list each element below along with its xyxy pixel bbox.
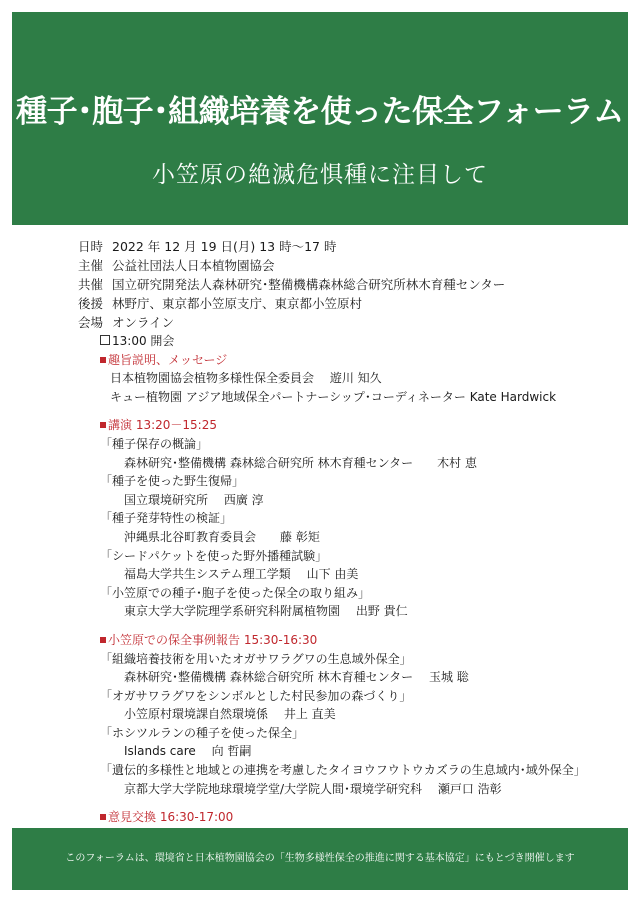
talk-speaker: 京都大学大学院地球環境学堂/大学院人間･環境学研究科 瀬戸口 浩彰 — [124, 781, 502, 796]
section-heading-text: 趣旨説明、メッセージ — [108, 352, 228, 367]
info-value: 林野庁、東京都小笠原支庁、東京都小笠原村 — [112, 296, 363, 311]
info-label: 会場 — [78, 315, 104, 330]
red-square-icon — [100, 422, 106, 428]
talk-title: 「遺伝的多様性と地域との連携を考慮したタイヨウフウトウカズラの生息域内･域外保全」 — [100, 763, 586, 778]
section-heading-text: 意見交換 16:30-17:00 — [108, 810, 234, 825]
speaker-line: キュー植物園 アジア地域保全パートナーシップ･コーディネーター Kate Hardwick — [110, 389, 557, 404]
talk-title: 「種子発芽特性の検証」 — [100, 511, 233, 526]
talk-speaker: 沖縄県北谷町教育委員会 藤 彰矩 — [124, 529, 320, 544]
info-support — [78, 294, 505, 313]
info-label: 日時 — [78, 239, 104, 254]
info-venue — [78, 313, 505, 332]
section-heading — [100, 416, 620, 435]
talk-speaker: 国立環境研究所 西廣 淳 — [124, 492, 264, 507]
talk-title: 「オガサワラグワをシンボルとした村民参加の森づくり」 — [100, 688, 412, 703]
talk-speaker: 福島大学共生システム理工学類 山下 由美 — [124, 567, 359, 582]
info-date — [78, 237, 505, 256]
talk-speaker: 小笠原村環境課自然環境係 井上 直美 — [124, 707, 336, 722]
forum-subtitle: 小笠原の絶滅危惧種に注目して — [152, 162, 488, 188]
info-label: 主催 — [78, 258, 104, 273]
info-value: 2022 年 12 月 19 日(月) 13 時～17 時 — [112, 239, 337, 254]
talk-speaker: 森林研究･整備機構 森林総合研究所 林木育種センター 玉城 聡 — [124, 670, 469, 685]
info-label: 共催 — [78, 277, 104, 292]
info-value: 国立研究開発法人森林研究･整備機構森林総合研究所林木育種センター — [112, 277, 506, 292]
talk-speaker: 東京大学大学院理学系研究科附属植物園 出野 貴仁 — [124, 604, 408, 619]
header-banner — [12, 12, 628, 225]
red-square-icon — [100, 357, 106, 363]
info-value: 公益社団法人日本植物園協会 — [112, 258, 275, 273]
program — [100, 332, 620, 855]
talk-speaker: Islands care 向 哲嗣 — [124, 744, 252, 759]
talk-title: 「小笠原での種子･胞子を使った保全の取り組み」 — [100, 585, 371, 600]
speaker-line: 日本植物園協会植物多様性保全委員会 遊川 知久 — [110, 371, 382, 386]
talk-title: 「組織培養技術を用いたオガサワラグワの生息域外保全」 — [100, 651, 412, 666]
red-square-icon — [100, 814, 106, 820]
info-cohost — [78, 275, 505, 294]
event-info — [78, 237, 505, 332]
info-host — [78, 256, 505, 275]
info-label: 後援 — [78, 296, 104, 311]
footer-banner — [12, 828, 628, 890]
talk-title: 「ホシツルランの種子を使った保全」 — [100, 725, 305, 740]
forum-title: 種子･胞子･組織培養を使った保全フォーラム — [16, 94, 624, 130]
checkbox-square-icon — [100, 335, 110, 345]
red-square-icon — [100, 637, 106, 643]
talk-title: 「シードパケットを使った野外播種試験」 — [100, 548, 328, 563]
talk-title: 「種子を使った野生復帰」 — [100, 474, 245, 489]
section-heading — [100, 808, 620, 827]
program-open-text: 13:00 開会 — [112, 334, 175, 348]
footer-text: このフォーラムは、環境省と日本植物園協会の「生物多様性保全の推進に関する基本協定」にもとづき開催します — [65, 853, 575, 864]
section-heading — [100, 351, 620, 370]
section-heading — [100, 631, 620, 650]
section-heading-text: 講演 13:20－15:25 — [108, 418, 217, 433]
talk-title: 「種子保存の概論」 — [100, 436, 209, 451]
info-value: オンライン — [112, 315, 175, 330]
program-open — [100, 332, 620, 351]
talk-speaker: 森林研究･整備機構 森林総合研究所 林木育種センター 木村 恵 — [124, 455, 477, 470]
section-heading-text: 小笠原での保全事例報告 15:30-16:30 — [108, 632, 318, 647]
